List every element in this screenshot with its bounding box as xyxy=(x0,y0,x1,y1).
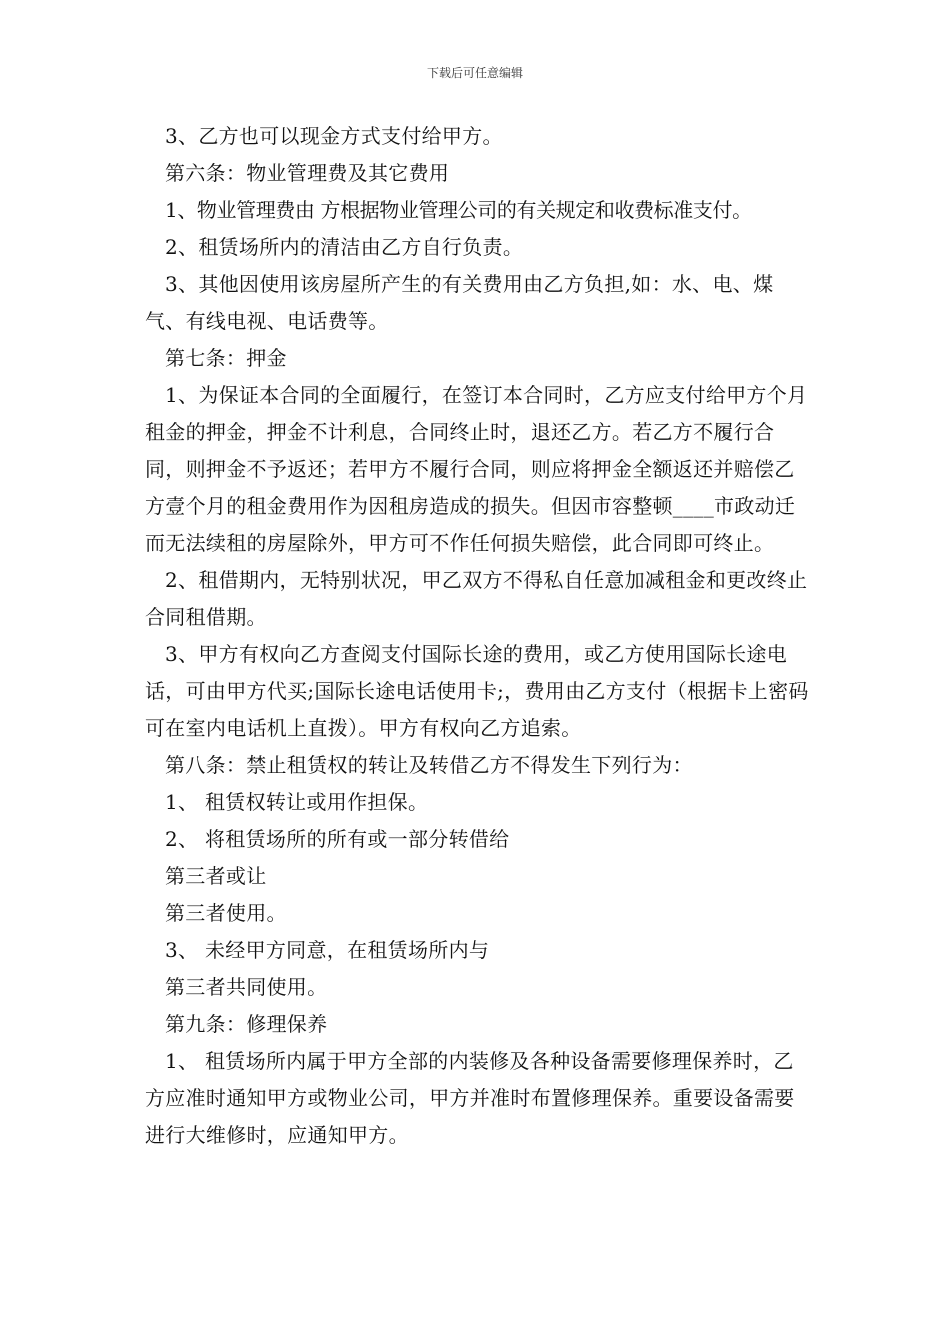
paragraph: 2、租借期内，无特别状况，甲乙双方不得私自任意加减租金和更改终止合同租借期。 xyxy=(145,568,808,629)
paragraph: 3、其他因使用该房屋所产生的有关费用由乙方负担,如：水、电、煤气、有线电视、电话费等。 xyxy=(145,272,774,333)
section-heading: 第七条：押金 xyxy=(165,346,287,370)
paragraph: 3、甲方有权向乙方查阅支付国际长途的费用，或乙方使用国际长途电话，可由甲方代买;国际长途电话使用卡;，费用由乙方支付（根据卡上密码可在室内电话机上直拨）。甲方有权向乙方追索。 xyxy=(145,642,809,740)
paragraph: 第三者或让 xyxy=(165,864,267,888)
paragraph: 1、为保证本合同的全面履行，在签订本合同时，乙方应支付给甲方个月租金的押金，押金不计利息，合同终止时，退还乙方。若乙方不履行合同，则押金不予返还；若甲方不履行合同，则应将押金全额返还并赔偿乙方壹个月的租金费用作为因租房造成的损失。但因市容整顿____市政动迁而无法续租的房屋除外，甲方可不作任何损失赔偿，此合同即可终止。 xyxy=(145,383,808,555)
paragraph: 1、 租赁权转让或用作担保。 xyxy=(165,790,429,814)
section-heading: 第九条：修理保养 xyxy=(165,1012,328,1036)
document-body xyxy=(145,118,813,1154)
paragraph: 1、物业管理费由 方根据物业管理公司的有关规定和收费标准支付。 xyxy=(165,198,752,222)
paragraph: 2、租赁场所内的清洁由乙方自行负责。 xyxy=(165,235,524,259)
section-heading: 第八条：禁止租赁权的转让及转借乙方不得发生下列行为： xyxy=(165,753,693,777)
paragraph: 3、 未经甲方同意，在租赁场所内与 xyxy=(165,938,490,962)
section-heading: 第六条：物业管理费及其它费用 xyxy=(165,161,450,185)
paragraph: 第三者共同使用。 xyxy=(165,975,328,999)
paragraph: 2、 将租赁场所的所有或一部分转借给 xyxy=(165,827,510,851)
paragraph: 1、 租赁场所内属于甲方全部的内装修及各种设备需要修理保养时，乙方应准时通知甲方或物业公司，甲方并准时布置修理保养。重要设备需要进行大维修时，应通知甲方。 xyxy=(145,1049,795,1147)
paragraph: 3、乙方也可以现金方式支付给甲方。 xyxy=(165,124,503,148)
page-header: 下载后可任意编辑 xyxy=(426,66,523,80)
paragraph: 第三者使用。 xyxy=(165,901,287,925)
